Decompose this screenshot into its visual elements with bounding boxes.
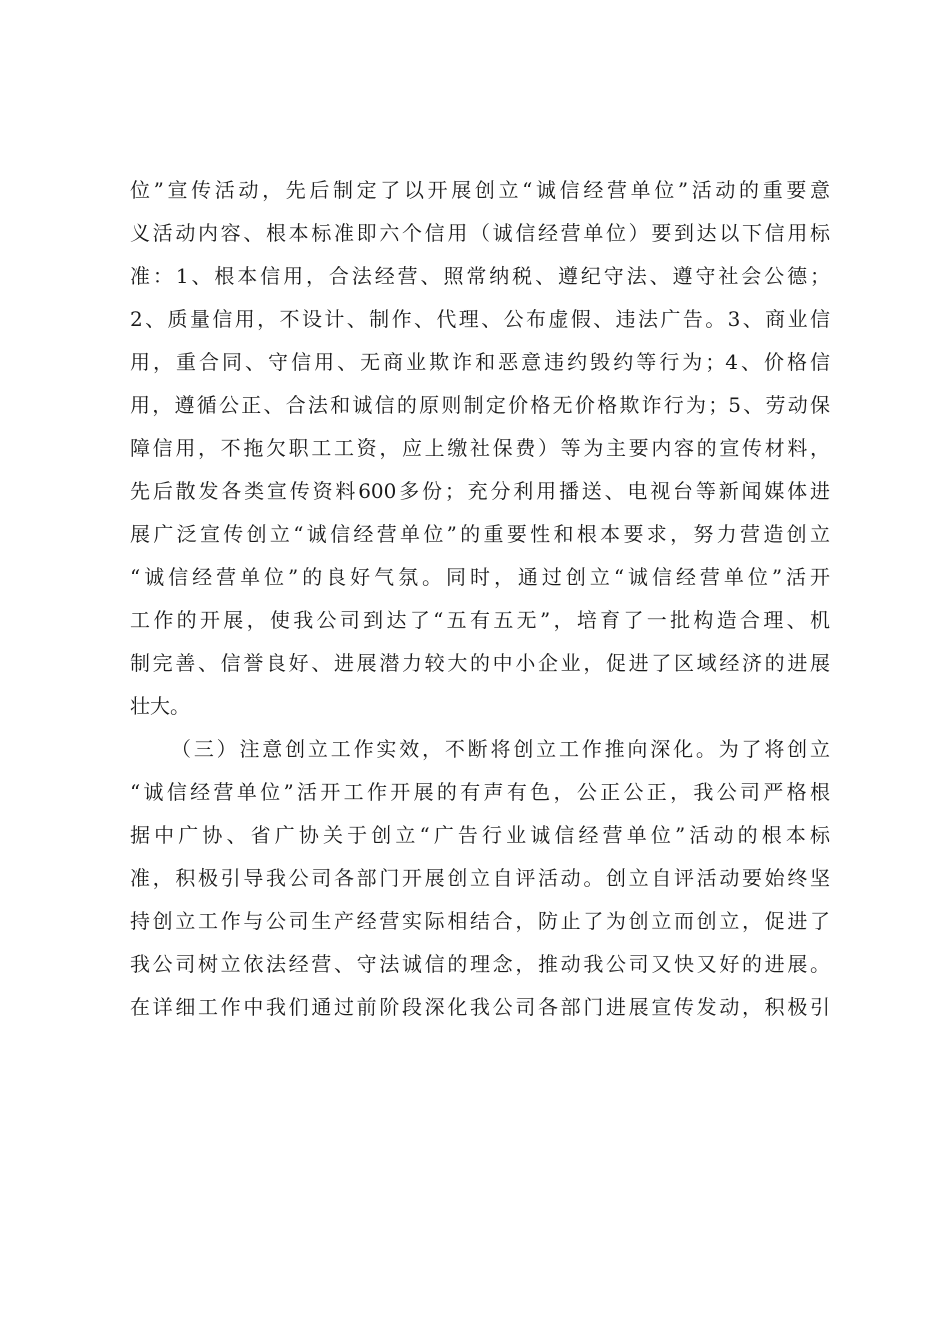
text-line: 用，遵循公正、合法和诚信的原则制定价格无价格欺诈行为；5、劳动保 bbox=[130, 393, 830, 417]
paragraph-2 bbox=[130, 728, 830, 1029]
text-line: 据中广协、省广协关于创立“广告行业诚信经营单位”活动的根本标 bbox=[130, 823, 830, 847]
text-line: 我公司树立依法经营、守法诚信的理念，推动我公司又快又好的进展。 bbox=[130, 952, 830, 976]
text-line: 制完善、信誉良好、进展潜力较大的中小企业，促进了区域经济的进展 bbox=[130, 651, 830, 675]
text-line: （三）注意创立工作实效，不断将创立工作推向深化。为了将创立 bbox=[171, 737, 830, 761]
text-line: 准：1、根本信用，合法经营、照常纳税、遵纪守法、遵守社会公德； bbox=[130, 264, 830, 288]
text-line: 壮大。 bbox=[130, 694, 190, 718]
text-line: 先后散发各类宣传资料600多份；充分利用播送、电视台等新闻媒体进 bbox=[130, 479, 830, 503]
text-line: 位”宣传活动，先后制定了以开展创立“诚信经营单位”活动的重要意 bbox=[130, 178, 830, 202]
text-line: 在详细工作中我们通过前阶段深化我公司各部门进展宣传发动，积极引 bbox=[130, 995, 830, 1019]
text-line: 工作的开展，使我公司到达了“五有五无”，培育了一批构造合理、机 bbox=[130, 608, 830, 632]
text-line: 持创立工作与公司生产经营实际相结合，防止了为创立而创立，促进了 bbox=[130, 909, 830, 933]
text-line: “诚信经营单位”活开工作开展的有声有色，公正公正，我公司严格根 bbox=[130, 780, 830, 804]
text-line: “诚信经营单位”的良好气氛。同时，通过创立“诚信经营单位”活开 bbox=[130, 565, 830, 589]
text-line: 2、质量信用，不设计、制作、代理、公布虚假、违法广告。3、商业信 bbox=[130, 307, 830, 331]
text-line: 准，积极引导我公司各部门开展创立自评活动。创立自评活动要始终坚 bbox=[130, 866, 830, 890]
text-line: 义活动内容、根本标准即六个信用（诚信经营单位）要到达以下信用标 bbox=[130, 221, 830, 245]
paragraph-1 bbox=[130, 169, 830, 728]
text-line: 用，重合同、守信用、无商业欺诈和恶意违约毁约等行为；4、价格信 bbox=[130, 350, 830, 374]
text-line: 展广泛宣传创立“诚信经营单位”的重要性和根本要求，努力营造创立 bbox=[130, 522, 830, 546]
text-line: 障信用，不拖欠职工工资，应上缴社保费）等为主要内容的宣传材料， bbox=[130, 436, 830, 460]
body-text bbox=[130, 169, 830, 1029]
